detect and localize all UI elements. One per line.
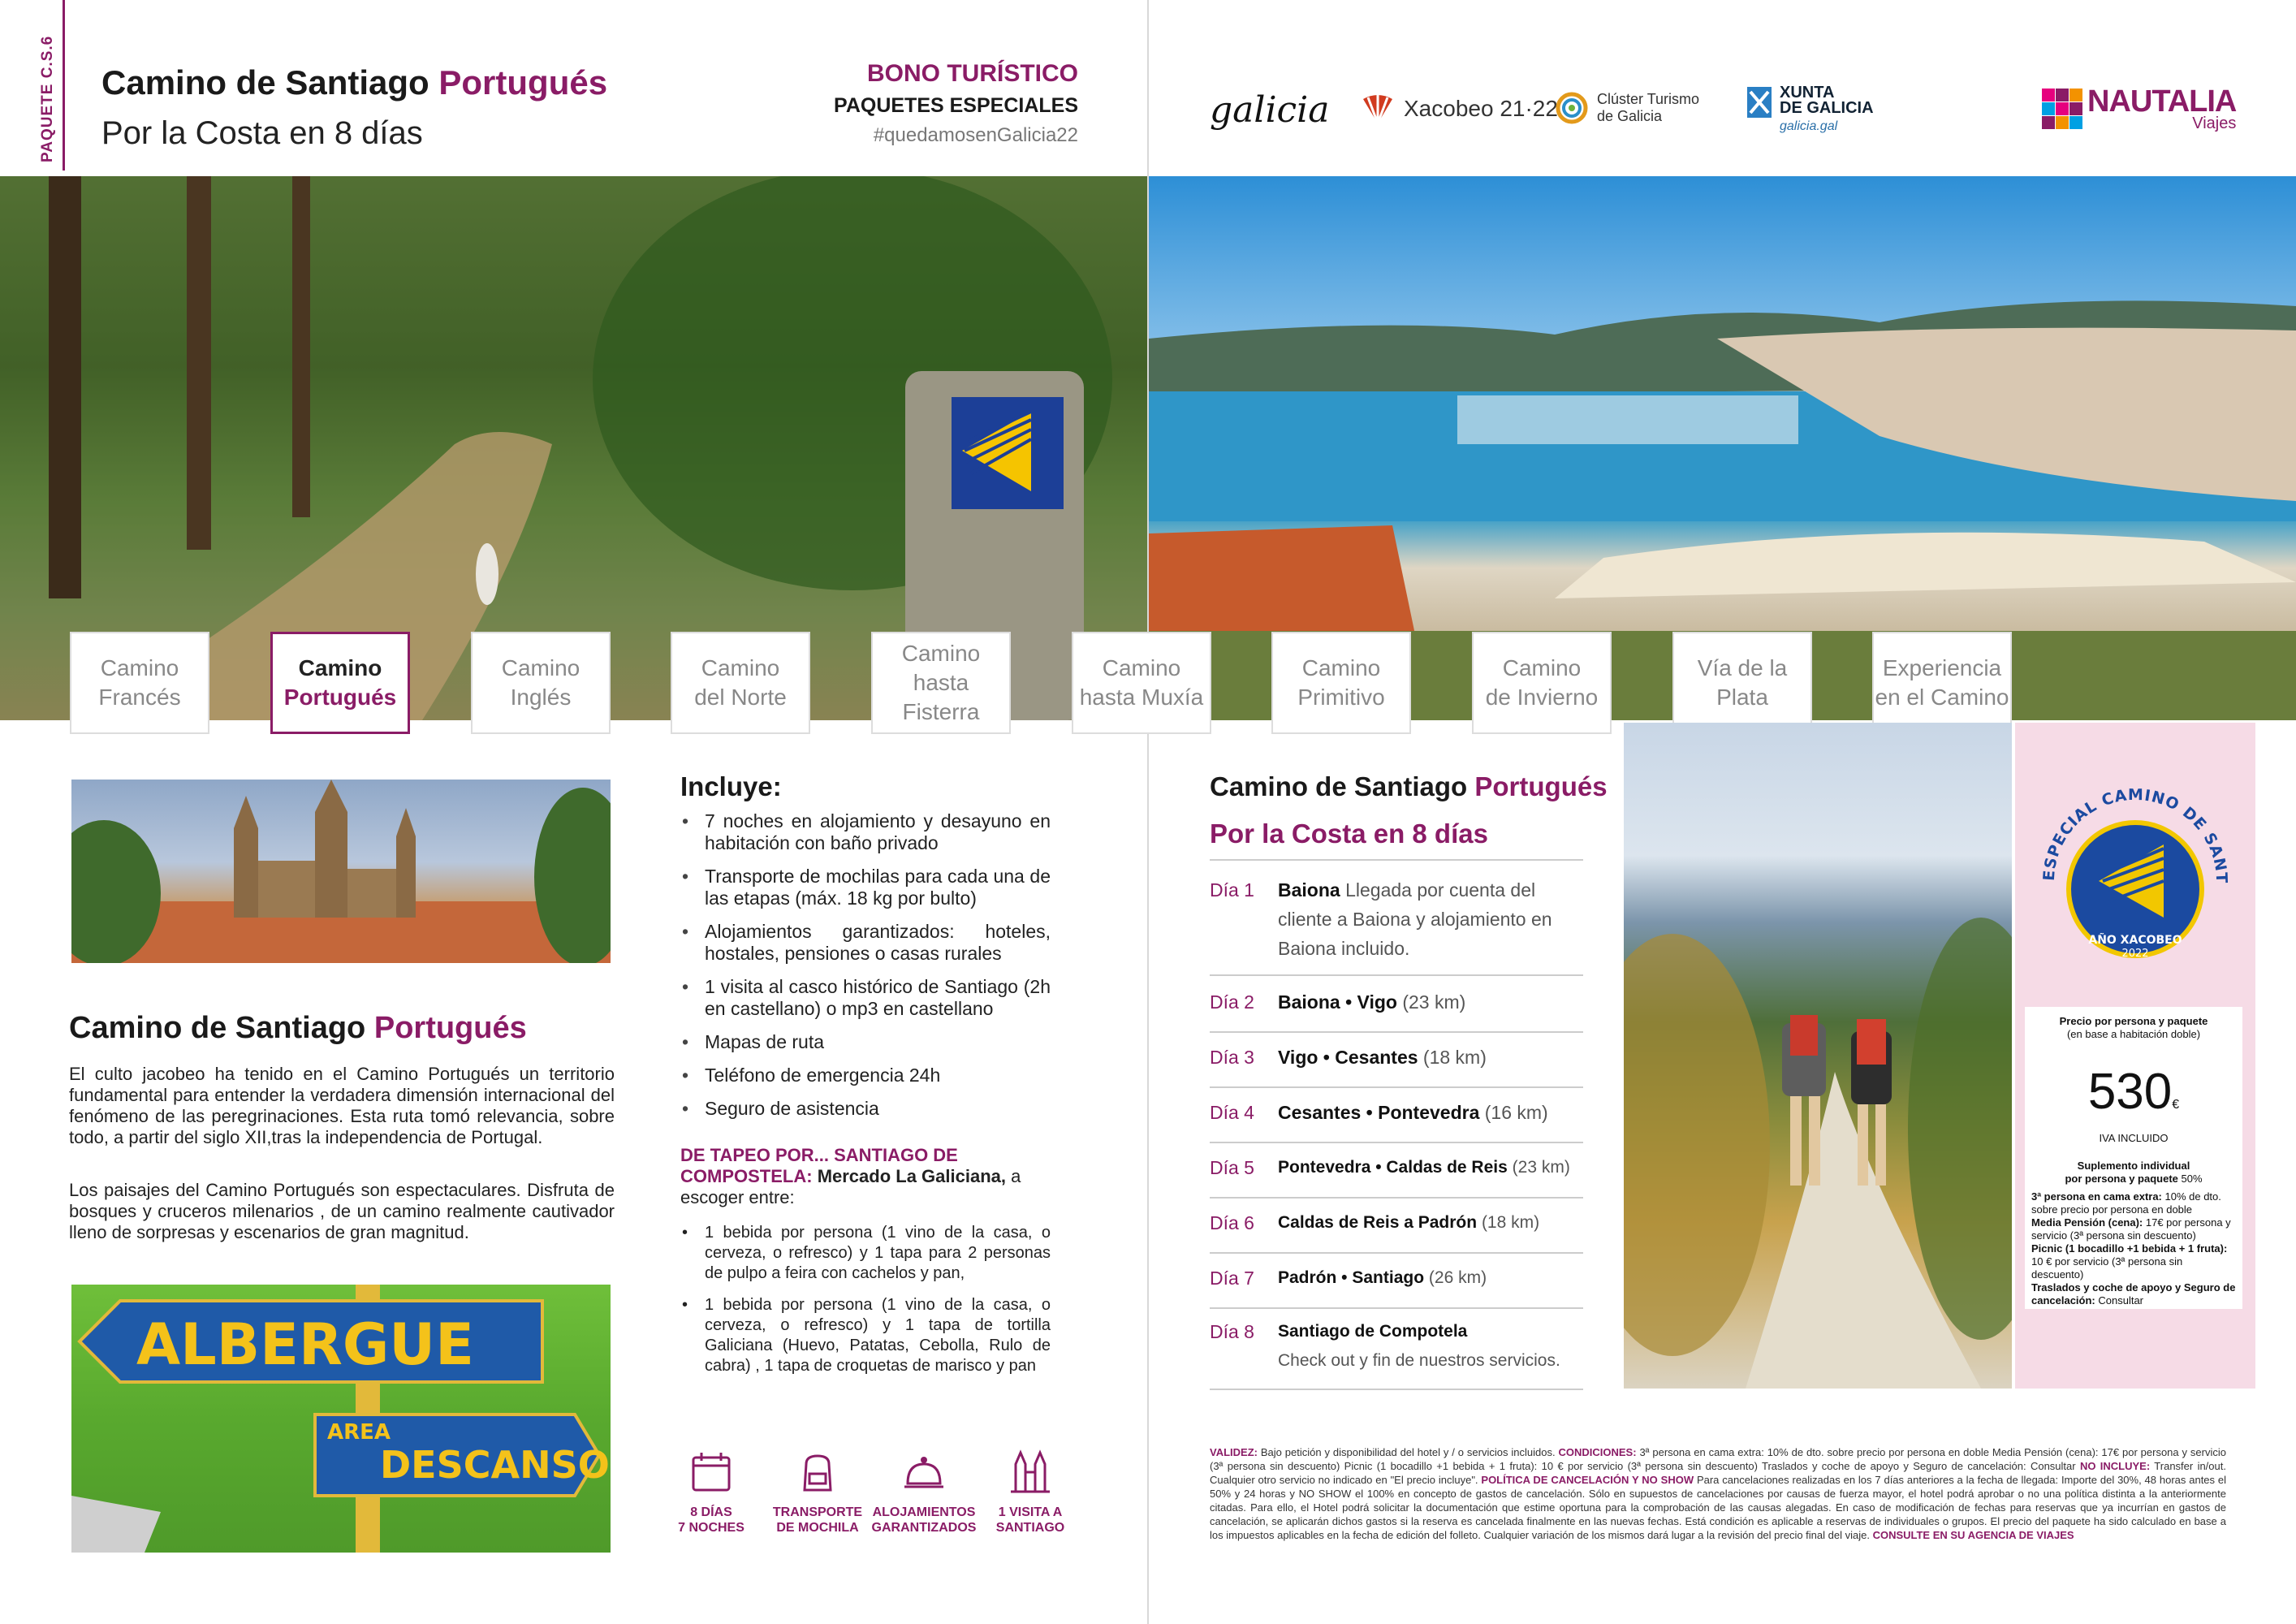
tab-camino-primitivo[interactable]: Camino Primitivo	[1271, 632, 1411, 734]
price-note: Media Pensión (cena): 17€ por persona y servicio (3ª persona sin descuento)	[2031, 1216, 2231, 1242]
tab-camino-frances[interactable]: Camino Francés	[70, 632, 209, 734]
area-sign-text: AREA	[327, 1420, 391, 1445]
tapeo-intro: DE TAPEO POR... SANTIAGO DE COMPOSTELA: Mercado La Galiciana, a escoger entre:	[680, 1145, 1021, 1207]
itinerary-day-3: Día 3 Vigo • Cesantes (18 km)	[1210, 1043, 1583, 1088]
list-item: • Teléfono de emergencia 24h	[680, 1065, 1051, 1086]
nautalia-mosaic-icon	[2042, 89, 2082, 129]
itinerary-subtitle: Por la Costa en 8 días	[1210, 818, 1488, 849]
descanso-sign-text: DESCANSO	[380, 1443, 610, 1487]
tab-camino-hasta-fisterra[interactable]: Camino hasta Fisterra	[871, 632, 1011, 734]
seal-year-label: AÑO XACOBEO	[2088, 934, 2182, 947]
fine-print: VALIDEZ: Bajo petición y disponibilidad del hotel y / o servicios incluidos. CONDICIONES: 3ª persona en cama extra: 10% de dto. sobre precio por persona en doble Media Pensión (cena): 17€ por persona y servicio (3ª persona sin descuento) Picnic (1 bocadillo +1 bebida + 1 fruta): 10 € por servicio (3ª persona sin descuento) Traslados y coche de apoyo y Seguro de cancelación: Consultar NO INCLUYE: Transfer in/out. Cualquier otro servicio no indicado en "El precio incluye". POLÍTICA DE CANCELACIÓN Y NO SHOW Para cancelaciones realizadas en los 7 días anteriores a la fecha de llegada: Importe del 30%, 48 horas antes el 50% y 24 horas y NO SHOW el 100% en concepto de gastos de cancelación. Sólo en supuestos de cancelaciones por causas de fuerza mayor, el hotel podrá aprobar o no una política distinta a la anteriormente citadas. Para ello, el Hotel podrá solicitar la documentación que estime oportuna para la comprobación de las causas alegadas. En caso de modificación de fechas para reservas que ya incurrían en gastos de cancelación, se aplicarán dichos gastos si la reserva es cancelada finalmente en las nuevas fechas. Está condición es aplicable a reservas de individuales o grupos. El precio del paquete ha sido calculado en base a los impuestos aplicables en la fecha de edición del folleto. Cualquier variación de los mismos dará lugar a la revisión del precio final del viaje. CONSULTE EN SU AGENCIA DE VIAJES	[1210, 1446, 2227, 1541]
hotel-bell-icon	[901, 1449, 947, 1495]
includes-title: Incluye:	[680, 771, 782, 801]
calendar-icon	[688, 1449, 734, 1495]
itinerary-title: Camino de Santiago Portugués	[1210, 771, 1608, 801]
nautalia-logo: NAUTALIA Viajes	[2042, 87, 2236, 131]
itinerary-day-8: Día 8 Santiago de Compotela Check out y fin de nuestros servicios.	[1210, 1317, 1583, 1390]
itinerary-day-4: Día 4 Cesantes • Pontevedra (16 km)	[1210, 1098, 1583, 1143]
tab-camino-hasta-muxia[interactable]: Camino hasta Muxía	[1072, 632, 1211, 734]
galicia-logo: galicia	[1210, 89, 1330, 131]
albergue-sign-text: ALBERGUE	[136, 1311, 474, 1378]
price-note: 3ª persona en cama extra: 10% de dto. sobre precio por persona en doble	[2031, 1190, 2221, 1216]
list-item: • Mapas de ruta	[680, 1031, 1051, 1053]
price-note: Traslados y coche de apoyo y Seguro de cancelación: Consultar	[2031, 1281, 2236, 1307]
bono-turistico-block	[820, 60, 1078, 147]
itinerary-day-5: Día 5 Pontevedra • Caldas de Reis (23 km)	[1210, 1153, 1583, 1199]
xacobeo-icon	[1360, 91, 1396, 127]
cathedral-icon	[1008, 1449, 1053, 1495]
hikers-photo	[1624, 723, 2012, 1389]
price-card: Precio por persona y paquete (en base a habitación doble) 530€ IVA INCLUIDO Suplemento individual por persona y paquete 50% 3ª persona en cama extra: 10% de dto. sobre precio por persona en doble Media Pensión (cena): 17€ por persona y servicio (3ª persona sin descuento) Picnic (1 bocadillo +1 bebida + 1 fruta): 10 € por servicio (3ª persona sin descuento) Traslados y coche de apoyo y Seguro de cancelación: Consultar	[2025, 1007, 2242, 1309]
cluster-turismo-logo: Clúster Turismo de Galicia	[1555, 91, 1699, 125]
itinerary-day-1: Día 1 Baiona Llegada por cuenta del cliente a Baiona y alojamiento en Baiona incluido.	[1210, 875, 1583, 976]
list-item: • 1 bebida por persona (1 vino de la casa, o cerveza, o refresco) y 1 tapa de tortilla Galiciana (Huevo, Patatas, Cebolla, Rulo de cabra) , 1 tapa de croquetas de marisco y pan	[680, 1295, 1051, 1376]
price-note: Picnic (1 bocadillo +1 bebida + 1 fruta): 10 € por servicio (3ª persona sin descuento)	[2031, 1242, 2228, 1281]
list-item: • Alojamientos garantizados: hoteles, hostales, pensiones o casas rurales	[680, 921, 1051, 965]
intro-paragraph-2: Los paisajes del Camino Portugués son espectaculares. Disfruta de bosques y cruceros milenarios , de un camino realmente cautivador lleno de sorpresas y escenarios de gran magnitud.	[69, 1180, 615, 1242]
intro-paragraph-1: El culto jacobeo ha tenido en el Camino Portugués un territorio fundamental para entender la verdadera dimensión internacional del fenómeno de las peregrinaciones. Esta ruta tomó relevancia, sobre todo, a partir del siglo XII,tras la independencia de Portugal.	[69, 1064, 615, 1147]
includes-list	[680, 810, 1051, 1131]
package-code-tab	[32, 0, 65, 171]
xunta-shield-icon	[1746, 85, 1773, 119]
tapeo-options-list	[680, 1223, 1051, 1388]
tab-camino-portugues[interactable]: Camino Portugués	[270, 632, 410, 734]
list-item: • 7 noches en alojamiento y desayuno en habitación con baño privado	[680, 810, 1051, 854]
seal-arc-text: ESPECIAL CAMINO DE SANT	[2039, 785, 2231, 884]
bono-subtitle: PAQUETES ESPECIALES	[834, 94, 1078, 117]
feature-transport: TRANSPORTE DE MOCHILA	[765, 1449, 870, 1535]
xunta-logo: XUNTA DE GALICIA galicia.gal	[1746, 85, 1874, 134]
albergue-sign-photo	[71, 1285, 611, 1553]
spiral-icon	[1555, 91, 1589, 125]
feature-accommodation: ALOJAMIENTOS GARANTIZADOS	[871, 1449, 977, 1535]
page-subtitle: Por la Costa en 8 días	[101, 115, 423, 151]
xacobeo-seal	[2022, 751, 2249, 978]
tab-camino-de-invierno[interactable]: Camino de Invierno	[1472, 632, 1612, 734]
santiago-cathedral-photo	[71, 780, 611, 963]
itinerary-day-7: Día 7 Padrón • Santiago (26 km)	[1210, 1263, 1583, 1309]
page-title: Camino de Santiago Portugués	[101, 63, 608, 102]
itinerary-day-2: Día 2 Baiona • Vigo (23 km)	[1210, 987, 1583, 1033]
list-item: • 1 bebida por persona (1 vino de la casa, o cerveza, o refresco) y 1 tapa para 2 personas de pulpo a feira con cachelos y pan,	[680, 1223, 1051, 1284]
price-amount: 530€	[2087, 1064, 2180, 1120]
tab-camino-del-norte[interactable]: Camino del Norte	[671, 632, 810, 734]
seal-year: 2022	[2121, 948, 2149, 960]
feature-visit: 1 VISITA A SANTIAGO	[978, 1449, 1083, 1535]
price-notes	[2031, 1190, 2236, 1307]
bono-title: BONO TURÍSTICO	[867, 60, 1078, 87]
package-code: PAQUETE C.S.6	[39, 35, 56, 162]
tab-experiencia-en-el-camino[interactable]: Experiencia en el Camino	[1872, 632, 2012, 734]
xacobeo-logo: Xacobeo 21·22	[1360, 91, 1558, 127]
intro-title: Camino de Santiago Portugués	[69, 1011, 527, 1045]
itinerary-day-6: Día 6 Caldas de Reis a Padrón (18 km)	[1210, 1208, 1583, 1254]
feature-days: 8 DÍAS 7 NOCHES	[658, 1449, 764, 1535]
list-item: • Seguro de asistencia	[680, 1098, 1051, 1120]
tab-via-de-la-plata[interactable]: Vía de la Plata	[1672, 632, 1812, 734]
list-item: • Transporte de mochilas para cada una de las etapas (máx. 18 kg por bulto)	[680, 866, 1051, 909]
list-item: • 1 visita al casco histórico de Santiago (2h en castellano) o mp3 en castellano	[680, 976, 1051, 1020]
backpack-icon	[795, 1449, 840, 1495]
bono-hashtag: #quedamosenGalicia22	[873, 124, 1078, 146]
itinerary-divider	[1210, 859, 1583, 861]
tab-camino-ingles[interactable]: Camino Inglés	[471, 632, 611, 734]
